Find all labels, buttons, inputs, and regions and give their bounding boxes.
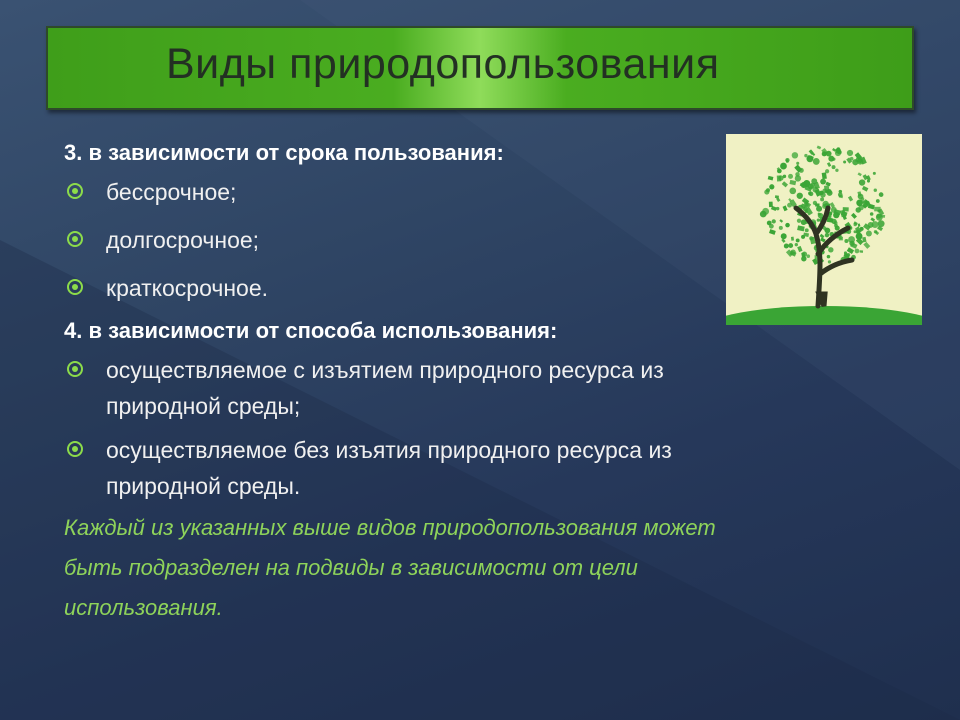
- leaf-piece: [817, 219, 820, 222]
- leaf-piece: [876, 214, 881, 219]
- leaf-piece: [848, 196, 853, 202]
- leaf-piece: [791, 237, 794, 241]
- leaf-piece: [851, 213, 857, 219]
- bullet-icon: [67, 361, 83, 377]
- leaf-piece: [787, 203, 792, 208]
- leaf-piece: [828, 260, 831, 263]
- leaf-piece: [825, 233, 829, 237]
- leaf-piece: [879, 192, 884, 197]
- leaf-piece: [789, 180, 796, 185]
- leaf-piece: [785, 223, 790, 228]
- leaf-piece: [820, 192, 826, 198]
- leaf-piece: [797, 225, 805, 231]
- tree-illustration: [726, 134, 922, 325]
- leaf-piece: [858, 172, 862, 176]
- leaf-piece: [768, 176, 774, 181]
- leaf-piece: [769, 229, 776, 235]
- section-heading-method: 4. в зависимости от способа использования:: [64, 318, 558, 343]
- leaf-piece: [775, 195, 779, 198]
- bullet-icon: [67, 231, 83, 247]
- grass-hill: [726, 306, 922, 325]
- leaf-piece: [801, 182, 807, 188]
- leaf-piece: [817, 146, 821, 150]
- leaf-piece: [843, 160, 846, 163]
- leaf-piece: [867, 179, 870, 182]
- leaf-piece: [834, 221, 838, 225]
- leaf-piece: [835, 150, 841, 156]
- leaf-piece: [874, 189, 877, 192]
- leaf-piece: [847, 150, 853, 156]
- bullet-icon: [67, 183, 83, 199]
- leaf-piece: [828, 247, 833, 252]
- leaf-piece: [783, 175, 786, 178]
- leaf-piece: [827, 162, 831, 167]
- leaf-piece: [857, 159, 863, 165]
- leaf-piece: [831, 207, 837, 213]
- leaf-piece: [805, 228, 809, 232]
- leaf-piece: [828, 156, 834, 162]
- leaf-piece: [806, 254, 810, 258]
- leaf-piece: [869, 204, 873, 208]
- leaf-piece: [873, 172, 876, 175]
- leaf-piece: [797, 219, 801, 223]
- leaf-piece: [822, 172, 827, 179]
- leaf-piece: [870, 217, 875, 221]
- leaf-piece: [849, 241, 854, 246]
- leaf-piece: [770, 186, 774, 190]
- leaf-piece: [783, 205, 788, 211]
- leaf-piece: [796, 162, 799, 165]
- leaf-piece: [809, 236, 813, 240]
- leaf-piece: [827, 190, 833, 196]
- leaf-piece: [792, 152, 798, 158]
- bullet-item-perpetual: бессрочное;: [64, 174, 894, 210]
- leaf-piece: [862, 186, 868, 192]
- bullet-item-short-term: краткосрочное.: [64, 270, 894, 306]
- leaf-piece: [832, 165, 836, 169]
- leaf-piece: [874, 230, 877, 233]
- leaf-piece: [779, 226, 783, 230]
- leaf-piece: [789, 188, 796, 195]
- leaf-piece: [860, 197, 864, 201]
- leaf-piece: [865, 201, 870, 206]
- slide-title: Виды природопользования: [166, 40, 720, 88]
- leaf-piece: [826, 151, 832, 157]
- leaf-piece: [777, 175, 781, 181]
- leaf-piece: [808, 192, 811, 195]
- italic-note: Каждый из указанных выше видов природопользования может быть подразделен на подвиды в зависимости от цели использования.: [64, 515, 716, 620]
- leaf-piece: [854, 230, 857, 233]
- leaf-piece: [772, 219, 776, 223]
- leaf-piece: [820, 197, 824, 201]
- leaf-piece: [876, 199, 880, 203]
- leaf-piece: [813, 158, 820, 165]
- leaf-piece: [804, 154, 807, 157]
- leaf-piece: [796, 238, 800, 242]
- leaf-piece: [779, 219, 783, 223]
- leaf-piece: [839, 238, 843, 241]
- leaf-piece: [802, 251, 807, 256]
- leaf-piece: [839, 190, 842, 193]
- leaf-piece: [844, 239, 848, 243]
- title-bar: [46, 26, 914, 110]
- leaf-piece: [797, 246, 802, 252]
- bullet-icon: [67, 441, 83, 457]
- leaf-piece: [781, 233, 787, 239]
- leaf-piece: [859, 179, 865, 185]
- leaf-piece: [767, 221, 772, 226]
- leaf-piece: [788, 243, 793, 248]
- leaf-piece: [788, 174, 793, 179]
- bullet-item-long-term: долгосрочное;: [64, 222, 894, 258]
- leaf-piece: [780, 163, 787, 170]
- leaf-piece: [863, 242, 870, 249]
- leaf-piece: [820, 237, 826, 242]
- leaf-piece: [827, 255, 831, 259]
- leaf-piece: [782, 181, 788, 187]
- bullet-item-with-extraction: осуществляемое с изъятием природного ресурса из природной среды;: [64, 352, 894, 424]
- tree-icon: [726, 134, 922, 325]
- leaf-piece: [784, 243, 789, 248]
- section-heading-term: 3. в зависимости от срока пользования:: [64, 140, 504, 165]
- leaf-piece: [870, 212, 874, 216]
- leaf-piece: [815, 203, 819, 206]
- leaf-piece: [762, 208, 769, 215]
- leaf-piece: [795, 172, 799, 176]
- leaf-piece: [816, 206, 822, 212]
- leaf-piece: [835, 169, 838, 172]
- leaf-piece: [806, 155, 813, 162]
- leaf-piece: [797, 193, 803, 199]
- leaf-piece: [866, 230, 872, 236]
- leaf-piece: [856, 207, 861, 212]
- leaf-piece: [858, 223, 861, 227]
- leaf-piece: [766, 188, 770, 192]
- bullet-icon: [67, 279, 83, 295]
- leaf-piece: [855, 249, 860, 254]
- leaf-piece: [872, 221, 879, 228]
- leaf-piece: [827, 218, 834, 223]
- leaf-piece: [860, 250, 864, 253]
- leaf-piece: [801, 235, 805, 239]
- leaf-piece: [781, 238, 785, 242]
- leaf-piece: [820, 179, 826, 185]
- leaf-piece: [835, 226, 840, 231]
- leaf-piece: [795, 243, 798, 246]
- bullet-item-without-extraction: осуществляемое без изъятия природного ресурса из природной среды.: [64, 432, 894, 504]
- leaf-piece: [791, 250, 796, 255]
